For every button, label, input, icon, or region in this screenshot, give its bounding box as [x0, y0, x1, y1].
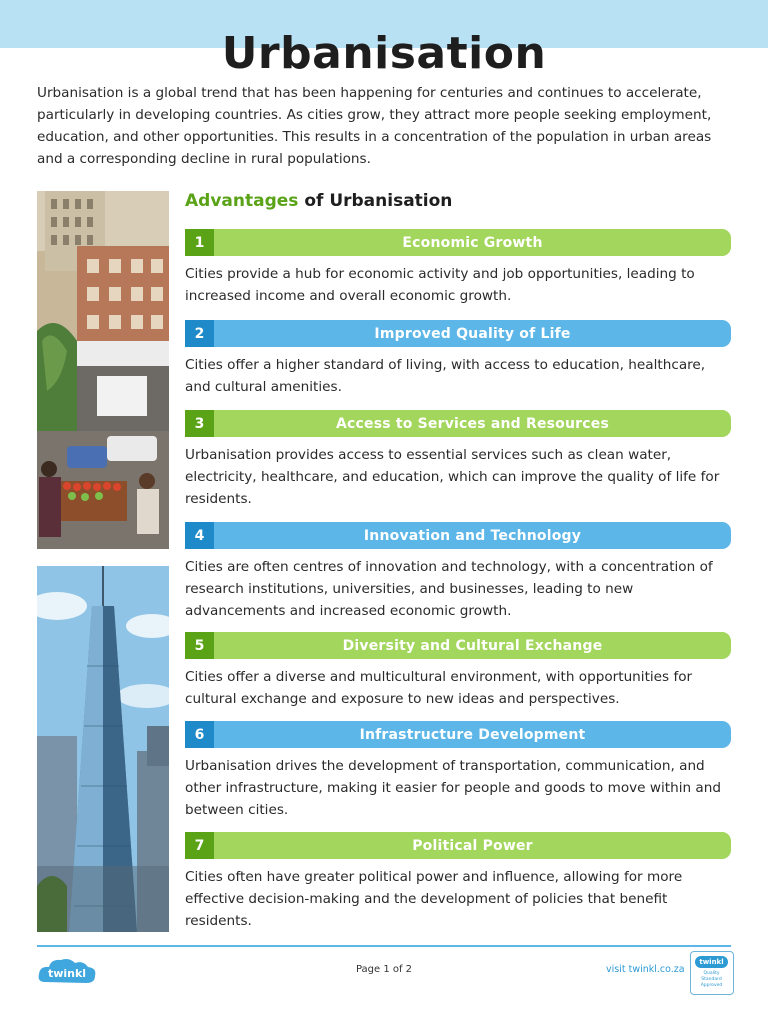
advantage-title: Economic Growth: [402, 234, 543, 251]
advantage-number: 3: [185, 410, 214, 437]
advantage-bar: [185, 320, 731, 347]
advantage-bar: [185, 721, 731, 748]
advantage-number: 1: [185, 229, 214, 256]
visit-link[interactable]: visit twinkl.co.za: [606, 964, 685, 975]
advantage-bar: [185, 410, 731, 437]
advantage-bar: [185, 522, 731, 549]
advantage-item-3: [185, 410, 731, 510]
logo-text: twinkl: [47, 967, 87, 980]
advantage-title: Political Power: [412, 837, 533, 854]
advantage-title: Diversity and Cultural Exchange: [342, 637, 603, 654]
advantage-bar: [185, 632, 731, 659]
advantage-item-6: [185, 721, 731, 821]
advantage-title: Innovation and Technology: [363, 527, 582, 544]
badge-logo: twinkl: [695, 956, 728, 968]
page-title: Urbanisation: [221, 28, 547, 79]
advantage-bar: [185, 832, 731, 859]
section-title-highlight: Advantages: [185, 191, 299, 211]
advantage-description: Cities offer a higher standard of living, with access to education, healthcare, and cultural amenities.: [185, 357, 706, 395]
advantage-description: Cities often have greater political power and influence, allowing for more effective decision-making and the development of policies that benefit residents.: [185, 869, 683, 929]
market-street-illustration: [37, 191, 169, 549]
advantage-number: 5: [185, 632, 214, 659]
advantage-description: Cities provide a hub for economic activity and job opportunities, leading to increased income and overall economic growth.: [185, 266, 695, 304]
skyscraper-illustration: [37, 566, 169, 932]
advantage-item-5: [185, 632, 731, 710]
advantage-item-4: [185, 522, 731, 622]
advantage-item-1: [185, 229, 731, 307]
intro-paragraph: Urbanisation is a global trend that has been happening for centuries and continues to accelerate, particularly in developing countries. As cities grow, they attract more people seeking employment, education, and other opportunities. This results in a concentration of the population in urban areas and a corresponding decline in rural populations.: [37, 85, 712, 167]
advantage-title: Infrastructure Development: [359, 726, 586, 743]
advantage-number: 4: [185, 522, 214, 549]
advantage-title: Improved Quality of Life: [374, 325, 571, 342]
advantage-item-2: [185, 320, 731, 398]
advantage-number: 2: [185, 320, 214, 347]
footer-divider: [37, 945, 731, 947]
advantage-title: Access to Services and Resources: [336, 415, 609, 432]
section-title: [185, 189, 452, 213]
advantage-number: 6: [185, 721, 214, 748]
advantage-description: Cities offer a diverse and multicultural environment, with opportunities for cultural exchange and exposure to new ideas and perspectives.: [185, 669, 693, 707]
advantage-description: Cities are often centres of innovation and technology, with a concentration of research institutions, universities, and businesses, leading to new advancements and increased economic growth.: [185, 559, 713, 619]
advantage-description: Urbanisation provides access to essential services such as clean water, electricity, healthcare, and education, which can improve the quality of life for residents.: [185, 447, 720, 507]
advantage-bar: [185, 229, 731, 256]
advantage-item-7: [185, 832, 731, 932]
quality-badge-icon: [690, 951, 734, 995]
section-title-rest: of Urbanisation: [298, 191, 453, 211]
badge-text: Quality Standard Approved: [700, 971, 723, 988]
advantage-description: Urbanisation drives the development of transportation, communication, and other infrastructure, making it easier for people and goods to move within and between cities.: [185, 758, 721, 818]
page-number: Page 1 of 2: [355, 964, 413, 975]
advantage-number: 7: [185, 832, 214, 859]
